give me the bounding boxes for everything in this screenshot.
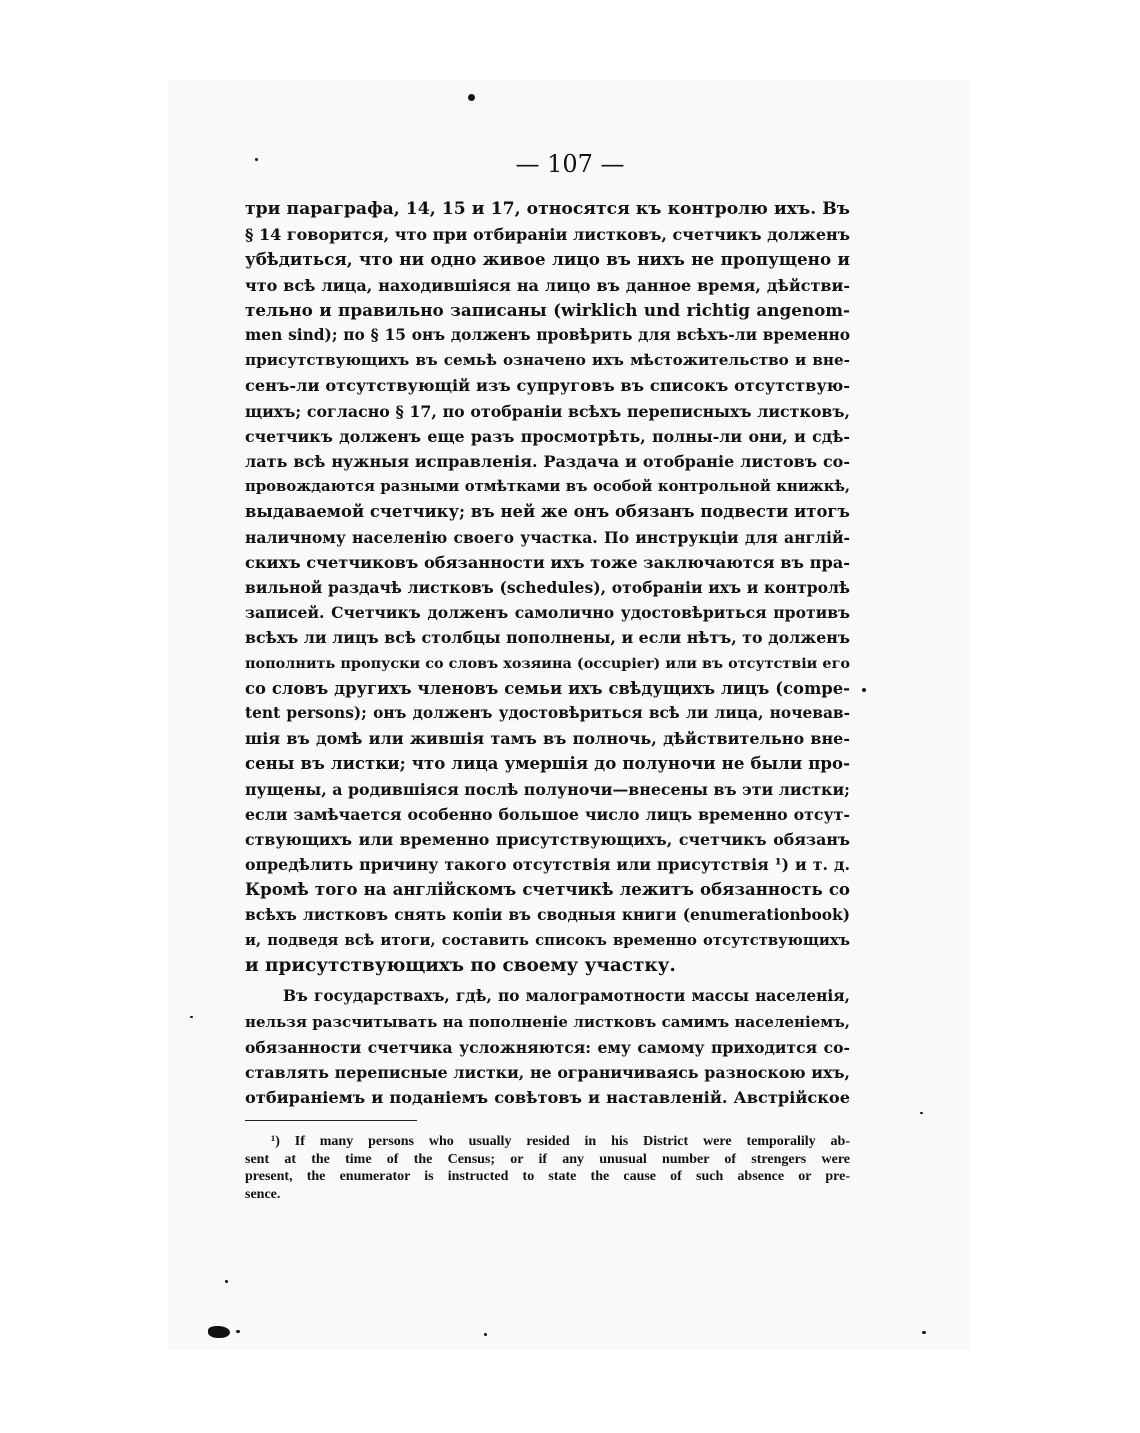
body-text (245, 197, 850, 1110)
text-line: сены въ листки; что лица умершiя до полуночи не были про- (245, 753, 850, 774)
text-line: наличному населенiю своего участка. По инструкцiи для англiй- (245, 527, 850, 547)
ink-speck (236, 1330, 240, 1333)
paragraph-2 (245, 984, 850, 1110)
text-line: men sind); по § 15 онъ долженъ провѣрить для всѣхъ-ли временно (245, 326, 850, 345)
text-line: вильной раздачѣ листковъ (schedules), отобранiи ихъ и контролѣ (245, 578, 850, 598)
text-line: ствующихъ или временно присутствующихъ, счетчикъ обязанъ (245, 830, 850, 850)
text-line: записей. Счетчикъ долженъ самолично удостовѣриться противъ (245, 603, 850, 623)
footnote (245, 1133, 850, 1203)
text-line: Кромѣ того на англiйскомъ счетчикѣ лежитъ обязанность со (245, 879, 850, 900)
footnote-divider (245, 1120, 417, 1121)
footnote-line: sence. (245, 1186, 281, 1202)
footnote-line: sent at the time of the Census; or if any unusual number of strengers were (245, 1151, 850, 1167)
ink-speck (922, 1331, 926, 1334)
ink-speck (484, 1333, 487, 1336)
ink-speck (468, 94, 475, 101)
text-line: три параграфа, 14, 15 и 17, относятся къ контролю ихъ. Въ (245, 199, 850, 219)
text-line: отбиранiемъ и поданiемъ совѣтовъ и наставленiй. Австрiйское (245, 1088, 850, 1108)
text-line: опредѣлить причину такого отсутствiя или присутствiя ¹) и т. д. (245, 855, 850, 875)
ink-speck (920, 1112, 923, 1114)
text-line: шiя въ домѣ или жившiя тамъ въ полночь, дѣйствительно вне- (245, 729, 850, 749)
text-line: убѣдиться, что ни одно живое лицо въ нихъ не пропущено и (245, 249, 850, 270)
text-line: всѣхъ листковъ снять копiи въ сводныя книги (enumerationbook) (245, 905, 850, 924)
paragraph-1 (245, 197, 850, 978)
text-line: Въ государствахъ, гдѣ, по малограмотности массы населенiя, (283, 987, 850, 1006)
text-line: выдаваемой счетчику; въ ней же онъ обязанъ подвести итогъ (245, 502, 850, 522)
text-line: со словъ другихъ членовъ семьи ихъ свѣдущихъ лицъ (compe- (245, 678, 850, 698)
text-line: всѣхъ ли лицъ всѣ столбцы пополнены, и если нѣтъ, то долженъ (245, 628, 850, 648)
ink-speck (208, 1326, 230, 1338)
ink-speck (862, 688, 866, 692)
text-line: и присутствующихъ по своему участку. (245, 955, 676, 977)
text-line: пущены, а родившiяся послѣ полуночи—внесены въ эти листки; (245, 779, 850, 799)
text-line: присутствующихъ въ семьѣ означено ихъ мѣстожительство и вне- (245, 351, 850, 370)
text-line: тельно и правильно записаны (wirklich und richtig angenom- (245, 299, 850, 320)
footnote-line: present, the enumerator is instructed to state the cause of such absence or pre- (245, 1169, 850, 1184)
text-line: счетчикъ долженъ еще разъ просмотрѣть, полны-ли они, и сдѣ- (245, 426, 850, 446)
text-line: ставлять переписные листки, не ограничиваясь разноскою ихъ, (245, 1062, 850, 1082)
ink-speck (225, 1280, 228, 1283)
text-line: tent persons); онъ долженъ удостовѣриться всѣ ли лица, ночевав- (245, 704, 850, 723)
text-line: лать всѣ нужныя исправленiя. Раздача и отобранiе листовъ со- (245, 452, 850, 472)
text-line: если замѣчается особенно большое число лицъ временно отсут- (245, 804, 850, 824)
text-line: скихъ счетчиковъ обязанности ихъ тоже заключаются въ пра- (245, 552, 850, 572)
page-number: — 107 — (515, 150, 625, 178)
text-line: сенъ-ли отсутствующiй изъ супруговъ въ списокъ отсутствую- (245, 376, 850, 396)
text-line: что всѣ лица, находившiяся на лицо въ данное время, дѣйстви- (245, 275, 850, 295)
text-line: и, подведя всѣ итоги, составить списокъ временно отсутствующихъ (245, 931, 850, 949)
text-line: обязанности счетчика усложняются: ему самому приходится со- (245, 1037, 850, 1057)
ink-speck (255, 158, 258, 161)
text-line: нельзя разсчитывать на пополненiе листковъ самимъ населенiемъ, (245, 1012, 850, 1031)
ink-speck (190, 1016, 193, 1018)
text-line: § 14 говорится, что при отбиранiи листковъ, счетчикъ долженъ (245, 225, 850, 245)
text-line: щихъ; согласно § 17, по отобранiи всѣхъ переписныхъ листковъ, (245, 401, 850, 421)
text-line: провождаются разными отмѣтками въ особой контрольной книжкѣ, (245, 478, 850, 496)
footnote-line: ¹) If many persons who usually resided in his District were temporalily ab- (271, 1134, 850, 1149)
text-line: пополнить пропуски со словъ хозяина (occupier) или въ отсутствiи его (245, 654, 850, 672)
